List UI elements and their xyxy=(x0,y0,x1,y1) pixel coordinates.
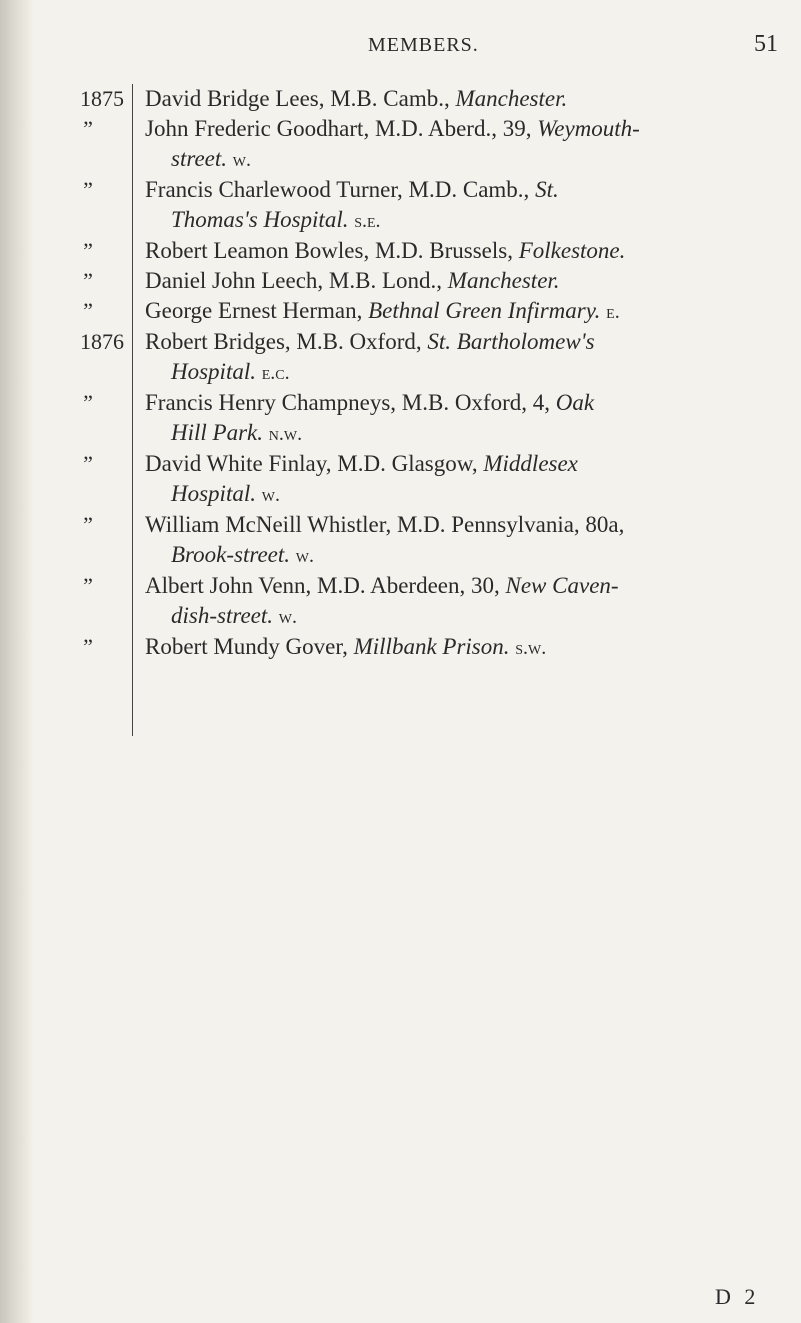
entry-name: Daniel John Leech, M.B. Lond., xyxy=(145,268,448,293)
entry-year: ” xyxy=(83,116,93,141)
entry-place-continued: dish-street. xyxy=(171,603,273,628)
entry-year: ” xyxy=(83,268,93,293)
entry-district: n.w. xyxy=(268,423,303,445)
list-item xyxy=(0,571,801,632)
list-item xyxy=(0,449,801,510)
entry-name: Francis Charlewood Turner, M.D. Camb., xyxy=(145,177,536,202)
entry-place: Manchester. xyxy=(447,268,560,293)
entry-district: s.w. xyxy=(515,637,547,659)
entry-place: Weymouth- xyxy=(537,116,640,141)
entry-year: ” xyxy=(83,390,93,415)
page-header xyxy=(0,31,801,74)
entry-place: Oak xyxy=(555,390,595,415)
entry-name: Robert Leamon Bowles, M.D. Brussels, xyxy=(145,238,519,263)
entry-year: ” xyxy=(83,298,93,323)
entry-district: w. xyxy=(232,149,251,171)
entry-place-continued: Brook-street. xyxy=(171,542,291,567)
entry-year: 1875 xyxy=(80,86,124,111)
entry-place: St. Bartholomew's xyxy=(427,329,595,354)
entry-place: Millbank Prison. xyxy=(353,634,510,659)
entry-place: Middlesex xyxy=(483,451,578,476)
entry-name: Robert Bridges, M.B. Oxford, xyxy=(145,329,428,354)
entry-name: William McNeill Whistler, M.D. Pennsylvania, 80a, xyxy=(145,512,625,537)
entry-name: George Ernest Herman, xyxy=(145,298,369,323)
entry-place-continued: street. xyxy=(171,146,227,171)
entry-year: ” xyxy=(83,512,93,537)
page-number: 51 xyxy=(754,31,778,57)
entry-place-continued: Hospital. xyxy=(171,481,256,506)
entry-year: ” xyxy=(83,238,93,263)
list-item xyxy=(0,632,801,663)
list-item xyxy=(0,114,801,175)
entry-district: e. xyxy=(606,301,620,323)
entry-district: w. xyxy=(295,545,314,567)
entry-year: ” xyxy=(83,451,93,476)
entry-year: ” xyxy=(83,573,93,598)
entry-place: New Caven- xyxy=(505,573,619,598)
entry-district: e.c. xyxy=(261,362,290,384)
list-item xyxy=(0,388,801,449)
entry-place-continued: Thomas's Hospital. xyxy=(171,207,349,232)
entry-name: John Frederic Goodhart, M.D. Aberd., 39, xyxy=(145,116,538,141)
entry-name: David Bridge Lees, M.B. Camb., xyxy=(145,86,456,111)
list-item xyxy=(0,84,801,114)
entry-name: Albert John Venn, M.D. Aberdeen, 30, xyxy=(145,573,506,598)
list-item xyxy=(0,296,801,327)
entry-name: Robert Mundy Gover, xyxy=(145,634,354,659)
entry-year: ” xyxy=(83,177,93,202)
entry-district: w. xyxy=(278,606,297,628)
list-item xyxy=(0,266,801,296)
entry-place: Folkestone. xyxy=(518,238,626,263)
entry-place-continued: Hill Park. xyxy=(171,420,263,445)
entry-name: Francis Henry Champneys, M.B. Oxford, 4, xyxy=(145,390,556,415)
running-title: MEMBERS. xyxy=(368,34,479,56)
list-item xyxy=(0,327,801,388)
list-item xyxy=(0,510,801,571)
entry-year: 1876 xyxy=(80,329,124,354)
list-item xyxy=(0,175,801,236)
entry-place: St. xyxy=(535,177,559,202)
entry-place: Manchester. xyxy=(455,86,568,111)
member-list xyxy=(0,84,801,663)
entry-district: w. xyxy=(261,484,280,506)
entry-place-continued: Hospital. xyxy=(171,359,256,384)
entry-place: Bethnal Green Infirmary. xyxy=(368,298,601,323)
entry-district: s.e. xyxy=(354,210,381,232)
list-item xyxy=(0,236,801,266)
entry-name: David White Finlay, M.D. Glasgow, xyxy=(145,451,484,476)
entry-year: ” xyxy=(83,634,93,659)
signature-mark: D 2 xyxy=(715,1284,760,1309)
